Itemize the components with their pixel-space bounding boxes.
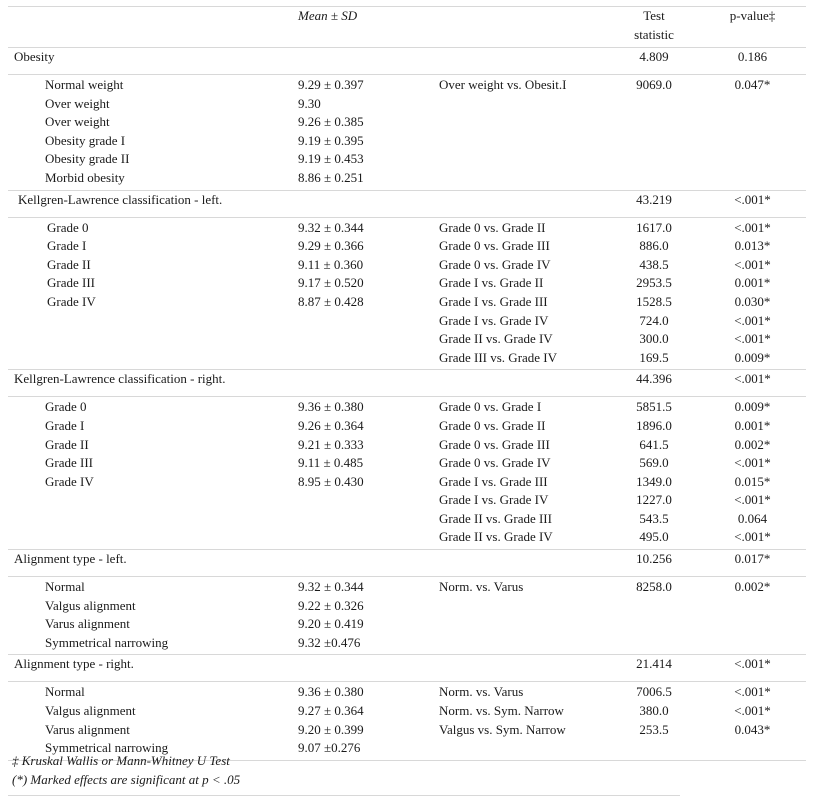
group-row — [8, 655, 806, 682]
row-comparison: Grade I vs. Grade IV — [439, 312, 549, 328]
row-p-value: 0.030* — [734, 293, 771, 309]
group-row — [8, 190, 806, 217]
row-test-statistic — [609, 132, 699, 151]
row-label: Grade I — [47, 238, 87, 254]
row-comparison: Grade 0 vs. Grade II — [439, 219, 546, 235]
table-row — [8, 113, 806, 132]
row-mean-sd: 9.17 ± 0.520 — [298, 275, 364, 291]
row-p-value: 0.009* — [699, 349, 806, 370]
header-row — [8, 7, 806, 48]
row-mean-sd — [298, 510, 439, 529]
row-test-statistic — [609, 739, 699, 760]
row-test-statistic: 380.0 — [639, 703, 669, 719]
row-test-statistic: 569.0 — [639, 455, 669, 471]
bottom-rule — [8, 795, 680, 796]
row-p-value: <.001* — [734, 455, 771, 471]
group-p-value: 0.186 — [699, 48, 806, 75]
group-comparison-empty — [439, 48, 609, 75]
table-row — [8, 615, 806, 634]
row-mean-sd — [298, 491, 439, 510]
statistics-table — [8, 7, 806, 761]
row-label: Obesity grade I — [45, 132, 126, 148]
group-test-statistic: 44.396 — [609, 370, 699, 397]
group-row — [8, 550, 806, 577]
row-label: Normal — [45, 684, 85, 700]
row-label: Normal weight — [45, 77, 124, 92]
row-p-value: <.001* — [734, 256, 771, 272]
group-label: Kellgren-Lawrence classification - right. — [8, 370, 298, 397]
row-comparison: Grade II vs. Grade IV — [439, 528, 609, 549]
table-row — [8, 312, 806, 331]
table-row — [8, 150, 806, 169]
row-mean-sd: 9.26 ± 0.385 — [298, 114, 364, 130]
row-label: Symmetrical narrowing — [8, 739, 298, 760]
row-p-value: <.001* — [699, 528, 806, 549]
table-row — [8, 597, 806, 616]
group-test-statistic: 43.219 — [609, 190, 699, 217]
row-label — [8, 330, 298, 349]
row-label: Valgus alignment — [45, 597, 136, 613]
row-mean-sd — [298, 312, 439, 331]
table-row — [8, 237, 806, 256]
row-comparison — [439, 169, 609, 190]
row-test-statistic — [609, 113, 699, 132]
group-mean-empty — [298, 48, 439, 75]
group-label: Kellgren-Lawrence classification - left. — [8, 190, 298, 217]
row-p-value: 0.002* — [734, 579, 771, 595]
row-comparison: Grade III vs. Grade IV — [439, 349, 609, 370]
row-label: Over weight — [45, 114, 110, 130]
row-label: Varus alignment — [45, 616, 130, 632]
table-row — [8, 95, 806, 114]
row-label — [8, 491, 298, 510]
row-p-value: 0.047* — [734, 77, 771, 92]
row-test-statistic: 495.0 — [609, 528, 699, 549]
table-row — [8, 436, 806, 455]
row-p-value — [699, 132, 806, 151]
group-label: Obesity — [8, 48, 298, 75]
row-label — [8, 349, 298, 370]
row-test-statistic — [609, 597, 699, 616]
row-comparison — [439, 113, 609, 132]
row-mean-sd: 8.86 ± 0.251 — [298, 169, 439, 190]
row-comparison: Grade 0 vs. Grade IV — [439, 455, 551, 471]
row-mean-sd: 9.11 ± 0.485 — [298, 455, 364, 471]
row-p-value: <.001* — [734, 684, 771, 700]
row-label: Normal — [45, 579, 85, 595]
row-label — [8, 528, 298, 549]
row-label: Obesity grade II — [45, 151, 130, 167]
row-comparison — [439, 615, 609, 634]
row-comparison: Grade 0 vs. Grade II — [439, 417, 546, 433]
table-row — [8, 397, 806, 417]
table-row — [8, 132, 806, 151]
row-mean-sd: 9.19 ± 0.395 — [298, 132, 364, 148]
row-test-statistic: 886.0 — [639, 238, 669, 254]
row-test-statistic: 1227.0 — [636, 492, 672, 508]
header-mean-sd: Mean ± SD — [298, 7, 439, 48]
row-label: Varus alignment — [45, 721, 130, 737]
row-label: Over weight — [45, 95, 110, 111]
row-test-statistic: 300.0 — [639, 331, 669, 347]
row-test-statistic — [609, 634, 699, 655]
row-comparison: Grade I vs. Grade II — [439, 275, 544, 291]
row-test-statistic: 169.5 — [609, 349, 699, 370]
row-label: Grade IV — [47, 293, 96, 309]
row-comparison: Over weight vs. Obesit.I — [439, 77, 567, 92]
row-mean-sd: 9.21 ± 0.333 — [298, 436, 364, 452]
row-comparison: Grade I vs. Grade III — [439, 473, 548, 489]
row-comparison: Norm. vs. Sym. Narrow — [439, 703, 564, 719]
row-comparison — [439, 95, 609, 114]
row-p-value: <.001* — [734, 331, 771, 347]
row-test-statistic: 1617.0 — [636, 219, 672, 235]
table-row — [8, 330, 806, 349]
header-p-value: p-value‡ — [699, 7, 806, 48]
row-p-value: <.001* — [734, 312, 771, 328]
row-label: Grade III — [45, 455, 93, 471]
group-label: Alignment type - left. — [8, 550, 298, 577]
row-comparison: Grade I vs. Grade III — [439, 293, 548, 309]
row-p-value — [699, 169, 806, 190]
header-test-line2: statistic — [634, 26, 674, 42]
row-mean-sd: 9.32 ± 0.344 — [298, 219, 364, 235]
row-label — [8, 312, 298, 331]
row-comparison: Grade 0 vs. Grade III — [439, 436, 550, 452]
row-p-value: 0.013* — [734, 238, 771, 254]
row-comparison — [439, 597, 609, 616]
row-mean-sd: 9.22 ± 0.326 — [298, 597, 364, 613]
row-test-statistic — [609, 169, 699, 190]
row-mean-sd: 9.36 ± 0.380 — [298, 399, 364, 415]
row-test-statistic: 543.5 — [639, 510, 669, 526]
row-comparison — [439, 739, 609, 760]
row-mean-sd: 9.26 ± 0.364 — [298, 417, 364, 433]
row-comparison — [439, 634, 609, 655]
table-row — [8, 293, 806, 312]
row-mean-sd: 8.87 ± 0.428 — [298, 293, 364, 309]
row-label: Grade I — [45, 417, 85, 433]
table-row — [8, 274, 806, 293]
row-comparison: Grade II vs. Grade IV — [439, 331, 553, 347]
row-comparison: Grade I vs. Grade IV — [439, 492, 549, 508]
table-row — [8, 349, 806, 370]
table-row — [8, 473, 806, 492]
row-test-statistic: 1349.0 — [636, 473, 672, 489]
group-comparison-empty — [439, 655, 609, 682]
row-mean-sd — [298, 528, 439, 549]
row-p-value — [699, 95, 806, 114]
row-p-value — [699, 634, 806, 655]
group-p-value: <.001* — [699, 370, 806, 397]
group-comparison-empty — [439, 370, 609, 397]
row-p-value — [699, 113, 806, 132]
row-label: Morbid obesity — [8, 169, 298, 190]
table-row — [8, 454, 806, 473]
row-label: Grade III — [47, 275, 95, 291]
group-mean-empty — [298, 550, 439, 577]
row-mean-sd: 9.30 — [298, 95, 321, 111]
row-label: Grade II — [47, 256, 91, 272]
group-row — [8, 370, 806, 397]
row-p-value — [699, 597, 806, 616]
row-label: Grade IV — [45, 473, 94, 489]
row-p-value: 0.001* — [734, 417, 771, 433]
footnote-test: ‡ Kruskal Wallis or Mann-Whitney U Test — [12, 753, 230, 768]
row-p-value: 0.009* — [734, 399, 771, 415]
row-p-value — [699, 150, 806, 169]
row-p-value: <.001* — [734, 703, 771, 719]
row-p-value: 0.064 — [737, 510, 768, 526]
row-test-statistic: 7006.5 — [636, 684, 672, 700]
row-test-statistic — [609, 150, 699, 169]
header-comparison — [439, 7, 609, 48]
table-row — [8, 721, 806, 740]
table-row — [8, 417, 806, 436]
row-mean-sd: 9.20 ± 0.399 — [298, 721, 364, 737]
header-test-statistic — [609, 7, 699, 48]
row-comparison: Grade 0 vs. Grade III — [439, 238, 550, 254]
row-mean-sd: 9.32 ± 0.344 — [298, 579, 364, 595]
table-row — [8, 169, 806, 190]
row-mean-sd: 9.07 ±0.276 — [298, 739, 439, 760]
row-comparison: Grade 0 vs. Grade I — [439, 399, 542, 415]
row-p-value — [699, 615, 806, 634]
group-mean-empty — [298, 655, 439, 682]
group-comparison-empty — [439, 550, 609, 577]
table-row — [8, 510, 806, 529]
table-row — [8, 75, 806, 95]
table-row — [8, 491, 806, 510]
row-p-value — [699, 739, 806, 760]
row-test-statistic: 724.0 — [639, 312, 669, 328]
group-test-statistic: 21.414 — [609, 655, 699, 682]
row-label — [8, 510, 298, 529]
row-p-value: <.001* — [734, 219, 771, 235]
row-comparison: Norm. vs. Varus — [439, 579, 524, 595]
row-mean-sd — [298, 349, 439, 370]
row-mean-sd — [298, 330, 439, 349]
group-mean-empty — [298, 190, 439, 217]
row-label: Grade II — [45, 436, 89, 452]
table-row — [8, 634, 806, 655]
table-row — [8, 577, 806, 597]
group-p-value: <.001* — [699, 655, 806, 682]
row-test-statistic: 2953.5 — [636, 275, 672, 291]
row-test-statistic: 641.5 — [639, 436, 669, 452]
table-row — [8, 217, 806, 237]
row-mean-sd: 9.27 ± 0.364 — [298, 703, 364, 719]
row-comparison — [439, 132, 609, 151]
row-comparison: Valgus vs. Sym. Narrow — [439, 721, 566, 737]
row-test-statistic: 5851.5 — [636, 399, 672, 415]
row-mean-sd: 9.29 ± 0.366 — [298, 238, 364, 254]
row-test-statistic — [609, 615, 699, 634]
row-test-statistic — [609, 95, 699, 114]
table-row — [8, 256, 806, 275]
row-label: Valgus alignment — [45, 703, 136, 719]
row-label: Symmetrical narrowing — [8, 634, 298, 655]
row-test-statistic: 438.5 — [639, 256, 669, 272]
table-row — [8, 528, 806, 549]
row-test-statistic: 8258.0 — [636, 579, 672, 595]
row-label: Grade 0 — [47, 219, 89, 235]
row-test-statistic: 1528.5 — [636, 293, 672, 309]
row-mean-sd: 8.95 ± 0.430 — [298, 473, 364, 489]
row-comparison — [439, 150, 609, 169]
row-comparison: Grade 0 vs. Grade IV — [439, 256, 551, 272]
row-test-statistic: 9069.0 — [636, 77, 672, 92]
row-test-statistic: 1896.0 — [636, 417, 672, 433]
group-row — [8, 48, 806, 75]
row-p-value: 0.002* — [734, 436, 771, 452]
group-p-value: <.001* — [699, 190, 806, 217]
group-label: Alignment type - right. — [8, 655, 298, 682]
row-comparison: Norm. vs. Varus — [439, 684, 524, 700]
header-test-line1: Test — [643, 8, 665, 23]
group-test-statistic: 10.256 — [609, 550, 699, 577]
row-label: Grade 0 — [45, 399, 87, 415]
row-mean-sd: 9.20 ± 0.419 — [298, 616, 364, 632]
row-p-value: 0.015* — [734, 473, 771, 489]
table-row — [8, 702, 806, 721]
row-mean-sd: 9.29 ± 0.397 — [298, 77, 364, 92]
row-p-value: <.001* — [734, 492, 771, 508]
table-row — [8, 682, 806, 702]
row-mean-sd: 9.11 ± 0.360 — [298, 256, 364, 272]
row-mean-sd: 9.19 ± 0.453 — [298, 151, 364, 167]
table-body — [8, 48, 806, 761]
header-empty — [8, 7, 298, 48]
group-test-statistic: 4.809 — [609, 48, 699, 75]
row-p-value: 0.043* — [734, 721, 771, 737]
row-p-value: 0.001* — [734, 275, 771, 291]
footnote-significance: (*) Marked effects are significant at p < .05 — [12, 772, 241, 787]
group-mean-empty — [298, 370, 439, 397]
group-comparison-empty — [439, 190, 609, 217]
group-p-value: 0.017* — [699, 550, 806, 577]
row-comparison: Grade II vs. Grade III — [439, 510, 552, 526]
row-mean-sd: 9.32 ±0.476 — [298, 634, 439, 655]
row-mean-sd: 9.36 ± 0.380 — [298, 684, 364, 700]
row-test-statistic: 253.5 — [639, 721, 669, 737]
